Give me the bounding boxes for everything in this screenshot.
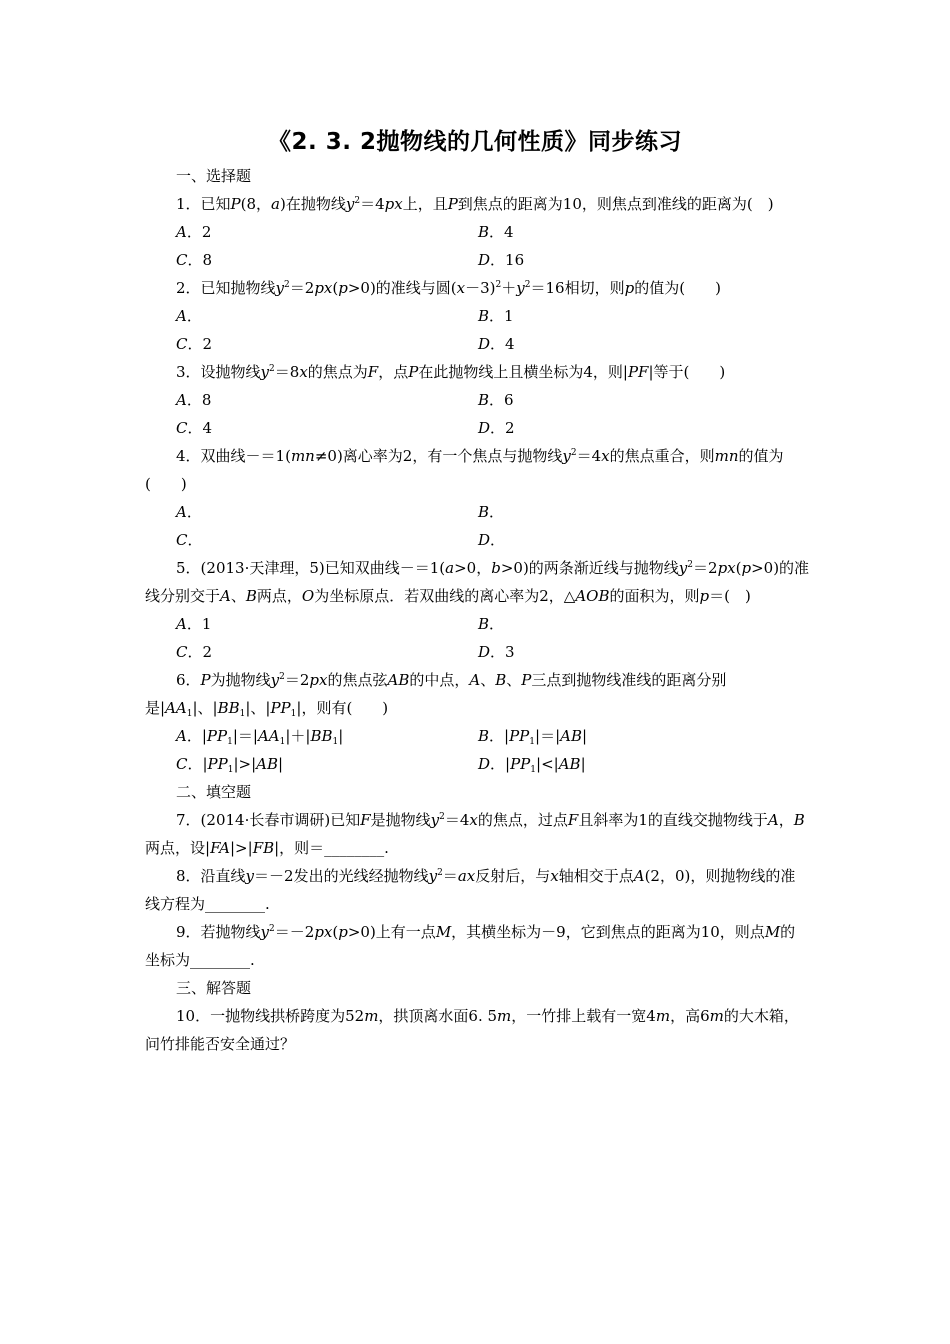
option-row bbox=[145, 722, 810, 750]
option-row bbox=[145, 246, 810, 274]
question-stem: 3．设抛物线$y^2=8x$的焦点为F，点P在此抛物线上且横坐标为4，则|PF|等于( ) bbox=[176, 363, 726, 381]
question-9: 9．若抛物线$y^2=-2px(p>0)$上有一点M，其横坐标为－9，它到焦点的距离为10，则点M的坐标为________. bbox=[145, 923, 796, 969]
question-1 bbox=[145, 190, 810, 274]
question-stem: 5．(2013·天津理，5)已知双曲线－＝1(a>0，b>0)的两条渐近线与抛物线$y^2=2px(p>0)$的准线分别交于A、B两点，O为坐标原点．若双曲线的离心率为2，△AOB的面积为，则p＝( ) bbox=[145, 559, 810, 605]
section-heading-solve: 三、解答题 bbox=[176, 979, 252, 997]
question-4 bbox=[145, 442, 810, 554]
option-row bbox=[145, 526, 810, 554]
option-c: C．2 bbox=[176, 643, 213, 661]
option-c: C．$|PP_1|>|AB|$ bbox=[176, 755, 284, 775]
option-row bbox=[145, 610, 810, 638]
option-a: A． bbox=[176, 307, 202, 325]
question-5 bbox=[145, 554, 810, 666]
option-b: B．6 bbox=[478, 391, 514, 409]
option-row bbox=[145, 638, 810, 666]
option-b: B．4 bbox=[478, 223, 514, 241]
option-c: C．8 bbox=[176, 251, 213, 269]
section-heading-choice: 一、选择题 bbox=[176, 167, 252, 185]
option-row bbox=[145, 750, 810, 778]
option-a: A．8 bbox=[176, 391, 212, 409]
option-row bbox=[145, 330, 810, 358]
option-d: D． bbox=[478, 531, 506, 549]
option-b: B． bbox=[478, 503, 505, 521]
option-a: A．1 bbox=[176, 615, 212, 633]
option-d: D．4 bbox=[478, 335, 515, 353]
page-title: 《2. 3. 2抛物线的几何性质》同步练习 bbox=[268, 129, 682, 155]
option-row bbox=[145, 386, 810, 414]
question-stem: 1．已知P(8，a)在抛物线$y^2=4px$上，且P到焦点的距离为10，则焦点到准线的距离为( ) bbox=[176, 195, 774, 213]
option-d: D．3 bbox=[478, 643, 515, 661]
question-3 bbox=[145, 358, 810, 442]
option-d: D．2 bbox=[478, 419, 515, 437]
option-b: B．1 bbox=[478, 307, 514, 325]
question-10: 10．一抛物线拱桥跨度为52m，拱顶离水面6. 5m，一竹排上载有一宽4m，高6m的大木箱，问竹排能否安全通过？ bbox=[145, 1007, 799, 1053]
question-7: 7．(2014·长春市调研)已知F是抛物线$y^2=4x$的焦点，过点F且斜率为1的直线交抛物线于A，B两点，设|FA|>|FB|，则＝________. bbox=[145, 811, 805, 857]
option-d: D．16 bbox=[478, 251, 525, 269]
option-row bbox=[145, 302, 810, 330]
option-row bbox=[145, 498, 810, 526]
question-8: 8．沿直线y＝－2发出的光线经抛物线$y^2=ax$反射后，与x轴相交于点A(2，0)，则抛物线的准线方程为________. bbox=[145, 867, 796, 913]
option-row bbox=[145, 218, 810, 246]
option-c: C． bbox=[176, 531, 203, 549]
option-c: C．2 bbox=[176, 335, 213, 353]
option-a: A． bbox=[176, 503, 202, 521]
question-stem: 6．P为抛物线$y^2=2px$的焦点弦AB的中点，A、B、P三点到抛物线准线的距离分别是$|AA_1|$、$|BB_1|$、$|PP_1|$，则有( ) bbox=[145, 671, 727, 719]
question-2 bbox=[145, 274, 810, 358]
question-stem: 4．双曲线－＝1(mn≠0)离心率为2，有一个焦点与抛物线$y^2=4x$的焦点重合，则mn的值为( ) bbox=[145, 447, 784, 493]
document-body bbox=[145, 162, 810, 1058]
option-d: D．$|PP_1|<|AB|$ bbox=[478, 755, 586, 775]
section-heading-fill: 二、填空题 bbox=[176, 783, 252, 801]
option-a: A．2 bbox=[176, 223, 212, 241]
option-a: A．$|PP_1|=|AA_1|+|BB_1|$ bbox=[176, 727, 344, 747]
option-b: B．$|PP_1|=|AB|$ bbox=[478, 727, 588, 747]
option-b: B． bbox=[478, 615, 505, 633]
question-stem: 2．已知抛物线$y^2=2px(p>0)$的准线与圆$(x-3)^2+y^2=16$相切，则p的值为( ) bbox=[176, 279, 721, 297]
option-row bbox=[145, 414, 810, 442]
question-6 bbox=[145, 666, 810, 778]
option-c: C．4 bbox=[176, 419, 213, 437]
